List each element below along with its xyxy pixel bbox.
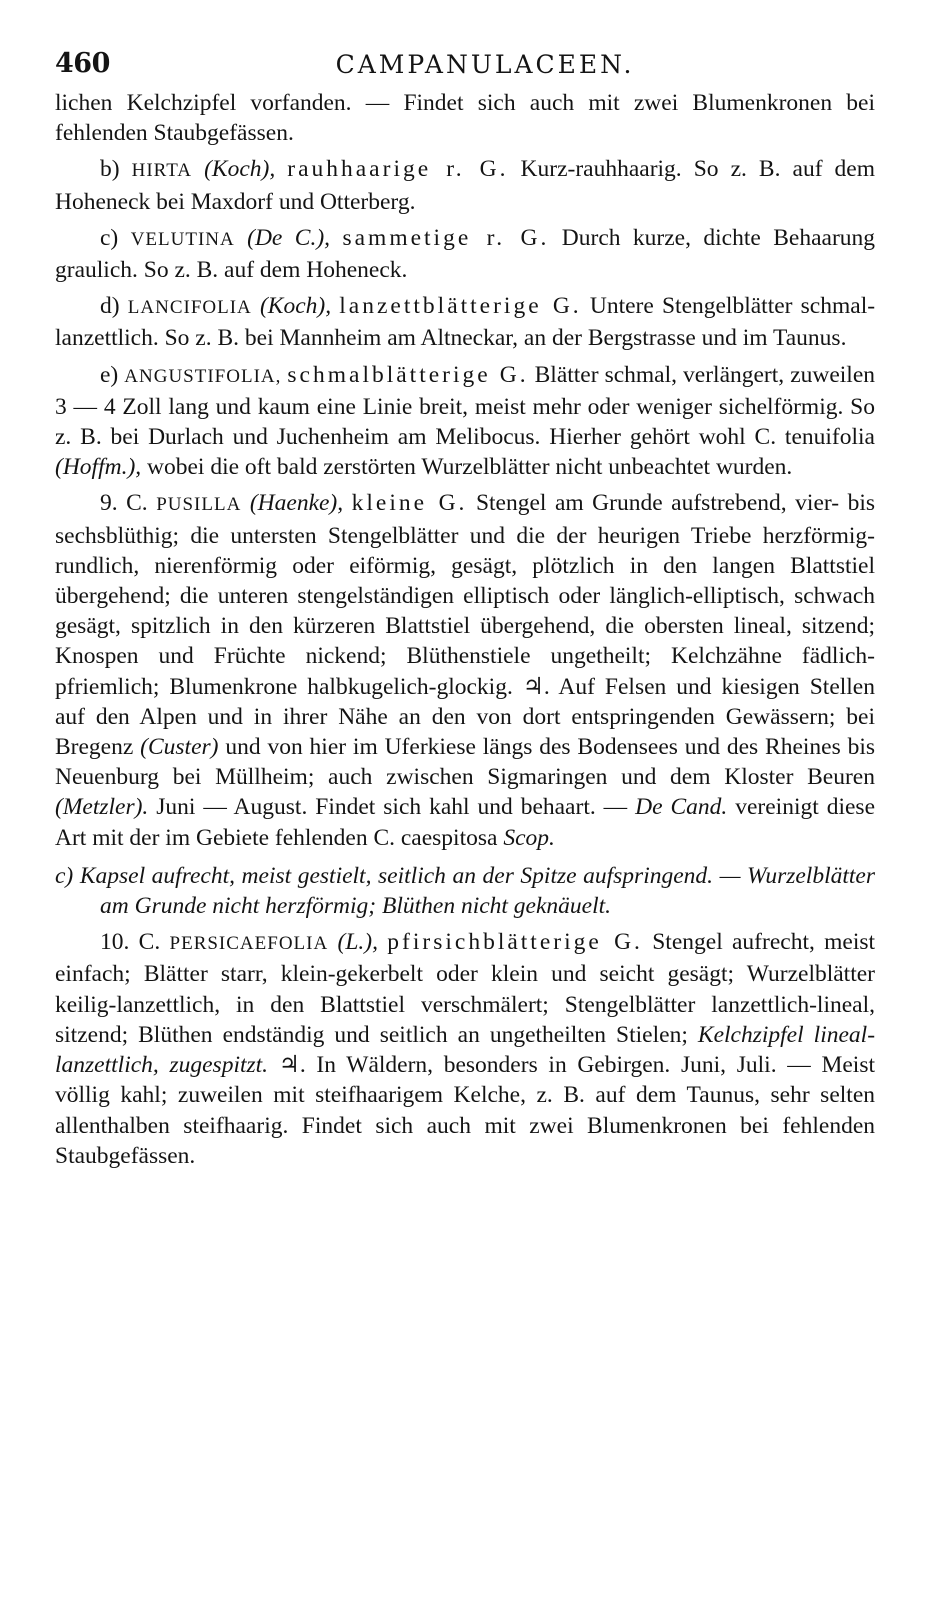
- running-title: CAMPANULACEEN.: [335, 50, 635, 79]
- variety-c-name: VELUTINA: [130, 228, 235, 250]
- variety-d-text: Untere Stengelblätter schmal-lanzettlich. So z. B. bei Mannheim am Altneckar, an der Bergstrasse und im Taunus.: [55, 293, 876, 352]
- book-page: [55, 38, 875, 1177]
- page-body: [55, 88, 875, 1171]
- species-10-italic: Kelchzipfel lineal-lanzettlich, zugespitzt.: [55, 1021, 876, 1079]
- species-9-collector2: (Metzler).: [55, 794, 149, 821]
- species-9-text1: Stengel am Grunde aufstrebend, vier- bis sechsblüthig; die untersten Stengelblätter und die der heurigen Triebe herzförmig-rundlich, nierenförmig oder eiförmig, gesägt, plötzlich in den langen Blattstiel übergehend; die unteren stengelständigen elliptisch oder länglich-elliptisch, schwach gesägt, spitzlich in den kürzeren Blattstiel übergehend, die obersten lineal, sitzend; Knospen und Früchte nickend; Blüthenstiele ungetheilt; Kelchzähne fädlich-pfriemlich; Blumenkrone halbkugelich-glockig. ♃. Auf Felsen und kiesigen Stellen auf den Alpen und in ihrer Nähe an den von dort entspringenden Gewässern; bei Bregenz: [55, 490, 875, 761]
- species-9-name: PUSILLA: [156, 494, 242, 516]
- variety-b-name: HIRTA: [131, 160, 193, 182]
- species-9-author: (Haenke),: [249, 490, 344, 517]
- variety-d: [55, 291, 875, 353]
- key-c: [55, 861, 875, 921]
- variety-e-label: e): [100, 361, 119, 388]
- variety-b-label: b): [100, 156, 120, 183]
- variety-b: [55, 154, 875, 216]
- species-10-common: pfirsichblätterige G.: [387, 929, 643, 956]
- variety-d-name: LANCIFOLIA: [127, 297, 252, 319]
- variety-c-text: Durch kurze, dichte Behaarung graulich. So z. B. auf dem Hoheneck.: [55, 224, 876, 284]
- variety-d-common: lanzettblätterige G.: [339, 293, 582, 320]
- variety-c-author: (De C.),: [247, 224, 331, 251]
- variety-b-text: Kurz-rauhhaarig. So z. B. auf dem Hoheneck bei Maxdorf und Otterberg.: [55, 156, 876, 215]
- variety-b-author: (Koch),: [204, 156, 276, 183]
- variety-d-label: d): [100, 293, 120, 320]
- variety-e-author: (Hoffm.),: [55, 454, 142, 481]
- species-9-number: 9. C.: [100, 490, 148, 517]
- variety-e: [55, 360, 875, 483]
- page-header: [55, 38, 875, 88]
- species-10: [55, 927, 875, 1171]
- page-number: 460: [55, 48, 110, 79]
- species-9: [55, 488, 875, 852]
- species-9-text2: und von hier im Uferkiese längs des Bodensees und des Rheines bis Neuenburg bei Müllheim; auch zwischen Sigmaringen und dem Kloster Beuren: [55, 734, 876, 791]
- variety-e-text2: wobei die oft bald zerstörten Wurzelblätter nicht unbeachtet wurden.: [147, 454, 793, 481]
- paragraph-intro: [55, 88, 875, 148]
- species-10-author: (L.),: [337, 929, 378, 956]
- species-9-collector1: (Custer): [140, 734, 219, 761]
- species-10-name: PERSICAEFOLIA: [169, 933, 329, 955]
- species-9-common: kleine G.: [351, 490, 468, 517]
- intro-text: lichen Kelchzipfel vorfanden. — Findet sich auch mit zwei Blumenkronen bei fehlenden Staubgefässen.: [55, 90, 875, 147]
- variety-e-text1: Blätter schmal, verlängert, zuweilen 3 — 4 Zoll lang und kaum eine Linie breit, meist mehr oder weniger sichelförmig. So z. B. bei Durlach und Juchenheim am Melibocus. Hierher gehört wohl C. tenuifolia: [55, 361, 876, 451]
- species-10-number: 10. C.: [100, 929, 161, 956]
- variety-c: [55, 223, 875, 285]
- species-9-scop: Scop.: [503, 824, 555, 851]
- species-9-decand: De Cand.: [635, 794, 728, 821]
- variety-c-common: sammetige r. G.: [342, 224, 550, 251]
- species-9-text3: Juni — August. Findet sich kahl und behaart. —: [156, 794, 628, 821]
- variety-d-author: (Koch),: [259, 293, 332, 320]
- variety-e-common: schmalblätterige G.: [287, 361, 529, 388]
- key-c-text: c) Kapsel aufrecht, meist gestielt, seitlich an der Spitze aufspringend. — Wurzelblätter am Grunde nicht herzförmig; Blüthen nicht geknäuelt.: [55, 862, 875, 920]
- species-10-text2: ♃. In Wäldern, besonders in Gebirgen. Juni, Juli. — Meist völlig kahl; zuweilen mit steifhaarigem Kelche, z. B. auf dem Taunus, sehr selten allenthalben steifhaarig. Findet sich auch mit zwei Blumenkronen bei fehlenden Staubgefässen.: [55, 1052, 875, 1169]
- species-9-text4: vereinigt diese Art mit der im Gebiete fehlenden C. caespitosa: [55, 794, 876, 851]
- variety-b-common: rauhhaarige r. G.: [287, 156, 509, 183]
- species-10-text1: Stengel aufrecht, meist einfach; Blätter starr, klein-gekerbelt oder klein und seicht gesägt; Wurzelblätter keilig-lanzettlich, in den Blattstiel verschmälert; Stengelblätter lanzettlich-lineal, sitzend; Blüthen endständig und seitlich an ungetheilten Stielen;: [55, 929, 876, 1048]
- variety-c-label: c): [100, 224, 119, 251]
- variety-e-name: ANGUSTIFOLIA,: [124, 365, 282, 387]
